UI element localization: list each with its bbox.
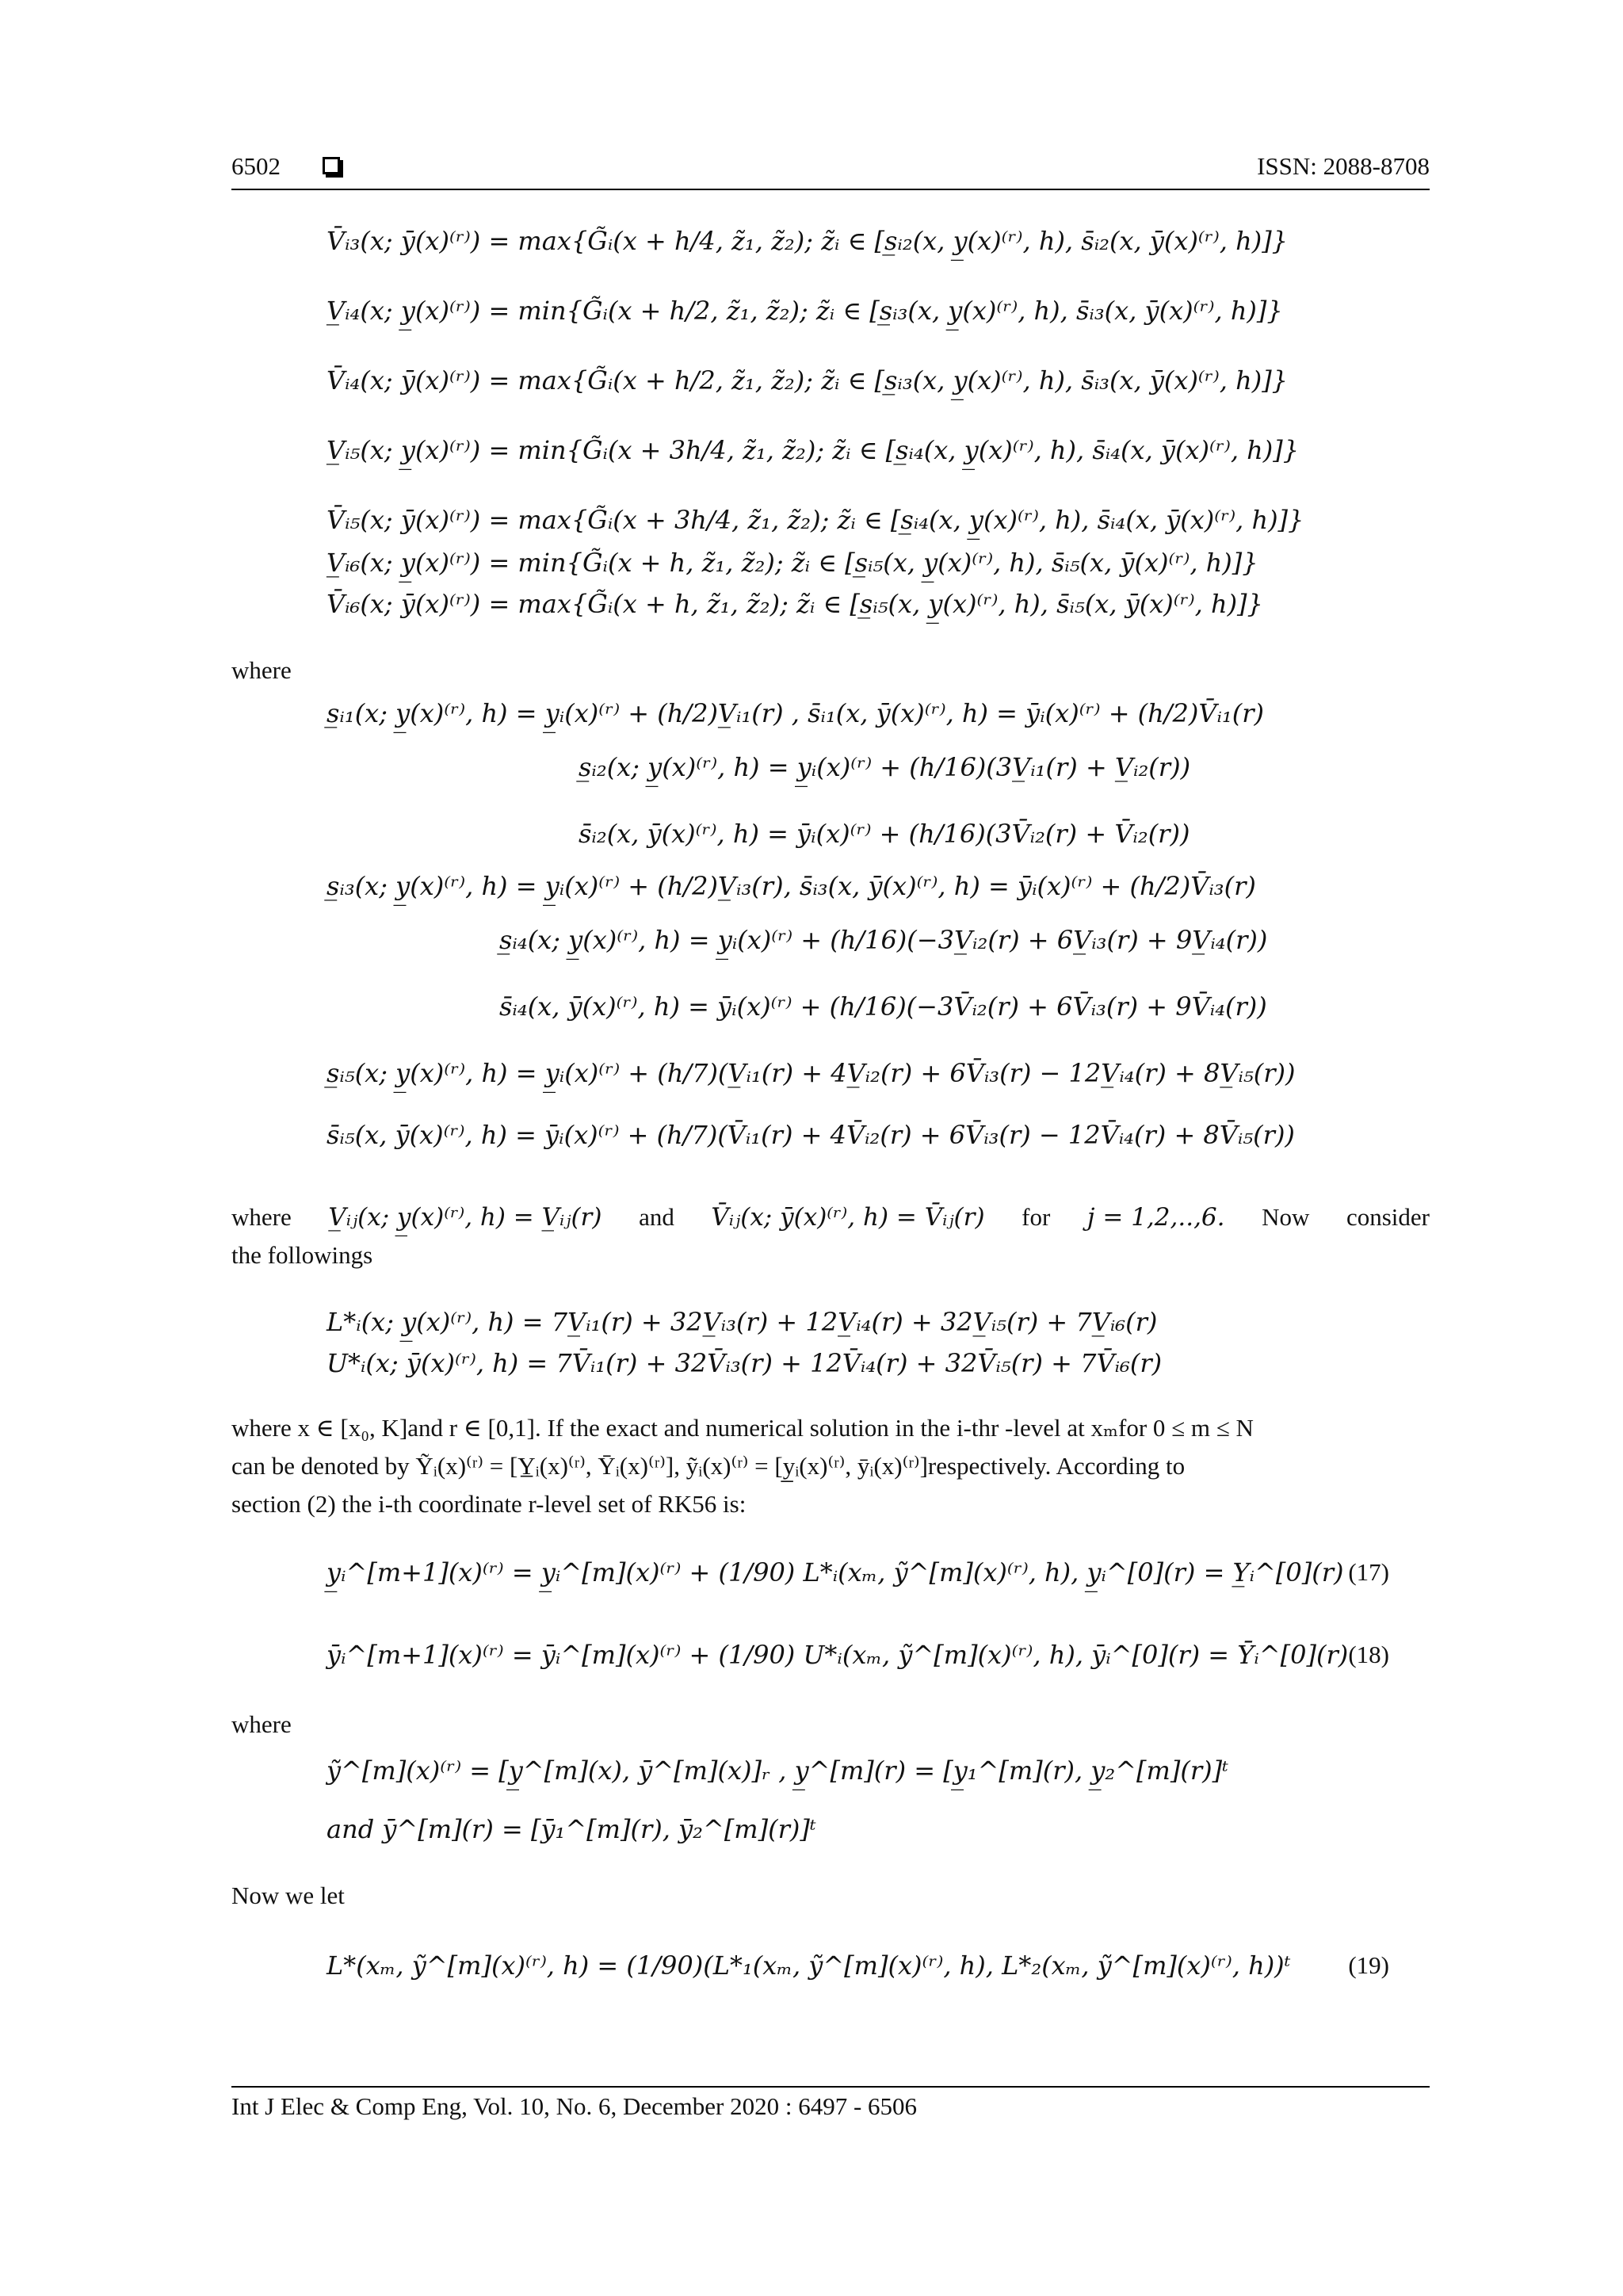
where-word: where — [231, 1203, 292, 1231]
footer-citation: Int J Elec & Comp Eng, Vol. 10, No. 6, December 2020 : 6497 - 6506 — [231, 2092, 918, 2120]
equation-18: ȳᵢ^[m+1](x)⁽ʳ⁾ = ȳᵢ^[m](x)⁽ʳ⁾ + (1/90) U*ᵢ(xₘ, ỹ^[m](x)⁽ʳ⁾, h), ȳᵢ^[0](r) = Ȳᵢ^[0](r) — [327, 1640, 1349, 1670]
v-ij-lower-def: V̲ᵢⱼ(x; y̲(x)⁽ʳ⁾, h) = V̲ᵢⱼ(r) — [328, 1203, 602, 1232]
consider-word: consider — [1346, 1203, 1430, 1231]
ballot-box-icon — [323, 157, 340, 174]
paragraph-line-1: where x ∈ [x₀, K]and r ∈ [0,1]. If the exact and numerical solution in the i-thr -level at xₘfor 0 ≤ m ≤ N — [231, 1414, 1254, 1442]
equation-19-number: (19) — [1348, 1951, 1389, 1979]
equation-v-i4-lower: V̲ᵢ₄(x; y̲(x)⁽ʳ⁾) = min{G̃ᵢ(x + h/2, z̃₁, z̃₂); z̃ᵢ ∈ [s̲ᵢ₃(x, y̲(x)⁽ʳ⁾, h), s̄ᵢ₃(x, ȳ(x)⁽ʳ⁾, h)]} — [327, 296, 1283, 326]
equation-s-i5-lower: s̲ᵢ₅(x; y̲(x)⁽ʳ⁾, h) = y̲ᵢ(x)⁽ʳ⁾ + (h/7)(V̲ᵢ₁(r) + 4V̲ᵢ₂(r) + 6V̄ᵢ₃(r) − 12V̲ᵢ₄(r) + 8V̲ᵢ₅(r)) — [327, 1058, 1296, 1088]
now-word: Now — [1262, 1203, 1310, 1231]
equation-17-number: (17) — [1348, 1558, 1389, 1586]
issn: ISSN: 2088-8708 — [1257, 152, 1430, 180]
equation-17: y̲ᵢ^[m+1](x)⁽ʳ⁾ = y̲ᵢ^[m](x)⁽ʳ⁾ + (1/90) L*ᵢ(xₘ, ỹ^[m](x)⁽ʳ⁾, h), y̲ᵢ^[0](r) = Y̲ᵢ^[0](r) — [327, 1557, 1344, 1587]
equation-s-i4-lower: s̲ᵢ₄(x; y̲(x)⁽ʳ⁾, h) = y̲ᵢ(x)⁽ʳ⁾ + (h/16)(−3V̲ᵢ₂(r) + 6V̲ᵢ₃(r) + 9V̲ᵢ₄(r)) — [499, 925, 1268, 955]
equation-v-i6-lower: V̲ᵢ₆(x; y̲(x)⁽ʳ⁾) = min{G̃ᵢ(x + h, z̃₁, z̃₂); z̃ᵢ ∈ [s̲ᵢ₅(x, y̲(x)⁽ʳ⁾, h), s̄ᵢ₅(x, ȳ(x)⁽ʳ⁾, h)]} — [327, 548, 1258, 578]
where-label: where — [231, 656, 292, 684]
equation-v-i3-upper: V̄ᵢ₃(x; ȳ(x)⁽ʳ⁾) = max{G̃ᵢ(x + h/4, z̃₁, z̃₂); z̃ᵢ ∈ [s̲ᵢ₂(x, y̲(x)⁽ʳ⁾, h), s̄ᵢ₂(x, ȳ(x)⁽ʳ⁾, h)]} — [327, 226, 1289, 256]
where-definition-line — [231, 1201, 1430, 1233]
equation-19: L*(xₘ, ỹ^[m](x)⁽ʳ⁾, h) = (1/90)(L*₁(xₘ, ỹ^[m](x)⁽ʳ⁾, h), L*₂(xₘ, ỹ^[m](x)⁽ʳ⁾, h))ᵗ — [327, 1950, 1291, 1981]
the-followings: the followings — [231, 1241, 373, 1269]
where-label-3: where — [231, 1710, 292, 1738]
v-ij-upper-def: V̄ᵢⱼ(x; ȳ(x)⁽ʳ⁾, h) = V̄ᵢⱼ(r) — [711, 1203, 985, 1232]
footer-rule — [231, 2086, 1430, 2088]
paragraph-line-3: section (2) the i-th coordinate r-level set of RK56 is: — [231, 1490, 747, 1518]
equation-18-number: (18) — [1348, 1641, 1389, 1668]
header-rule — [231, 189, 1430, 190]
equation-s-i3: s̲ᵢ₃(x; y̲(x)⁽ʳ⁾, h) = y̲ᵢ(x)⁽ʳ⁾ + (h/2)V̲ᵢ₃(r), s̄ᵢ₃(x, ȳ(x)⁽ʳ⁾, h) = ȳᵢ(x)⁽ʳ⁾ + (h/2)V̄ᵢ₃(r) — [327, 871, 1256, 901]
equation-s-i2-lower: s̲ᵢ₂(x; y̲(x)⁽ʳ⁾, h) = y̲ᵢ(x)⁽ʳ⁾ + (h/16)(3V̲ᵢ₁(r) + V̲ᵢ₂(r)) — [579, 752, 1191, 782]
equation-l-star: L*ᵢ(x; y̲(x)⁽ʳ⁾, h) = 7V̲ᵢ₁(r) + 32V̲ᵢ₃(r) + 12V̲ᵢ₄(r) + 32V̲ᵢ₅(r) + 7V̲ᵢ₆(r) — [327, 1307, 1158, 1337]
now-we-let: Now we let — [231, 1881, 345, 1909]
equation-s-i5-upper: s̄ᵢ₅(x, ȳ(x)⁽ʳ⁾, h) = ȳᵢ(x)⁽ʳ⁾ + (h/7)(V̄ᵢ₁(r) + 4V̄ᵢ₂(r) + 6V̄ᵢ₃(r) − 12V̄ᵢ₄(r) + 8V̄ᵢ₅(r)) — [327, 1120, 1295, 1150]
equation-v-i5-lower: V̲ᵢ₅(x; y̲(x)⁽ʳ⁾) = min{G̃ᵢ(x + 3h/4, z̃₁, z̃₂); z̃ᵢ ∈ [s̲ᵢ₄(x, y̲(x)⁽ʳ⁾, h), s̄ᵢ₄(x, ȳ(x)⁽ʳ⁾, h)]} — [327, 435, 1300, 465]
page-number: 6502 — [231, 152, 281, 180]
equation-v-i5-upper: V̄ᵢ₅(x; ȳ(x)⁽ʳ⁾) = max{G̃ᵢ(x + 3h/4, z̃₁, z̃₂); z̃ᵢ ∈ [s̲ᵢ₄(x, y̲(x)⁽ʳ⁾, h), s̄ᵢ₄(x, ȳ(x)⁽ʳ⁾, h)]} — [327, 505, 1304, 535]
equation-s-i1: s̲ᵢ₁(x; y̲(x)⁽ʳ⁾, h) = y̲ᵢ(x)⁽ʳ⁾ + (h/2)V̲ᵢ₁(r) , s̄ᵢ₁(x, ȳ(x)⁽ʳ⁾, h) = ȳᵢ(x)⁽ʳ⁾ + (h/2)V̄ᵢ₁(r) — [327, 698, 1265, 728]
definition-y-tilde: ỹ^[m](x)⁽ʳ⁾ = [y̲^[m](x), ȳ^[m](x)]ᵣ , y̲^[m](r) = [y̲₁^[m](r), y̲₂^[m](r)]ᵗ — [327, 1755, 1228, 1786]
equation-u-star: U*ᵢ(x; ȳ(x)⁽ʳ⁾, h) = 7V̄ᵢ₁(r) + 32V̄ᵢ₃(r) + 12V̄ᵢ₄(r) + 32V̄ᵢ₅(r) + 7V̄ᵢ₆(r) — [327, 1348, 1163, 1378]
definition-y-bar: and ȳ^[m](r) = [ȳ₁^[m](r), ȳ₂^[m](r)]ᵗ — [327, 1814, 816, 1844]
equation-v-i4-upper: V̄ᵢ₄(x; ȳ(x)⁽ʳ⁾) = max{G̃ᵢ(x + h/2, z̃₁, z̃₂); z̃ᵢ ∈ [s̲ᵢ₃(x, y̲(x)⁽ʳ⁾, h), s̄ᵢ₃(x, ȳ(x)⁽ʳ⁾, h)]} — [327, 365, 1289, 395]
and-word: and — [639, 1203, 674, 1231]
j-range: j = 1,2,..,6. — [1086, 1203, 1225, 1232]
equation-v-i6-upper: V̄ᵢ₆(x; ȳ(x)⁽ʳ⁾) = max{G̃ᵢ(x + h, z̃₁, z̃₂); z̃ᵢ ∈ [s̲ᵢ₅(x, y̲(x)⁽ʳ⁾, h), s̄ᵢ₅(x, ȳ(x)⁽ʳ⁾, h)]} — [327, 589, 1263, 619]
equation-s-i2-upper: s̄ᵢ₂(x, ȳ(x)⁽ʳ⁾, h) = ȳᵢ(x)⁽ʳ⁾ + (h/16)(3V̄ᵢ₂(r) + V̄ᵢ₂(r)) — [579, 819, 1190, 849]
for-word: for — [1022, 1203, 1051, 1231]
paragraph-line-2: can be denoted by Ỹᵢ(x)⁽ʳ⁾ = [Y̲ᵢ(x)⁽ʳ⁾, Ȳᵢ(x)⁽ʳ⁾], ỹᵢ(x)⁽ʳ⁾ = [y̲ᵢ(x)⁽ʳ⁾, ȳᵢ(x)⁽ʳ⁾]respectively. According to — [231, 1452, 1186, 1480]
equation-s-i4-upper: s̄ᵢ₄(x, ȳ(x)⁽ʳ⁾, h) = ȳᵢ(x)⁽ʳ⁾ + (h/16)(−3V̄ᵢ₂(r) + 6V̄ᵢ₃(r) + 9V̄ᵢ₄(r)) — [499, 991, 1267, 1022]
